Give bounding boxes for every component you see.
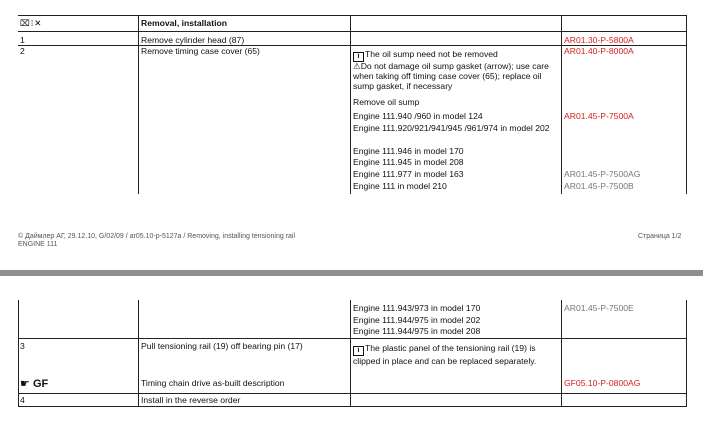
reference-link[interactable]: AR01.45-P-7500AG	[564, 169, 641, 179]
engine-variant: Engine 111 in model 210	[353, 181, 447, 191]
step-text: Install in the reverse order	[141, 395, 241, 405]
reference-link[interactable]: AR01.45-P-7500B	[564, 181, 634, 191]
info-icon: i	[353, 346, 364, 356]
section-title: Removal, installation	[141, 18, 227, 28]
reference-link[interactable]: AR01.30-P-5800A	[564, 35, 634, 45]
warning-icon: ⚠	[353, 61, 361, 71]
step-text: Remove timing case cover (65)	[141, 46, 260, 56]
reference-link[interactable]: GF05.10-P-0800AG	[564, 378, 641, 388]
gf-text: GF	[32, 378, 49, 390]
info-icon: i	[353, 52, 364, 62]
step-text: Pull tensioning rail (19) off bearing pin (17)	[141, 341, 303, 351]
page-separator	[0, 270, 703, 276]
step-number: 4	[20, 395, 25, 405]
step-text: Remove cylinder head (87)	[141, 35, 245, 45]
reference-link[interactable]: AR01.45-P-7500A	[564, 111, 634, 121]
operation-icon: ⌧⁞✕	[20, 18, 43, 28]
footer-page-number: Страница 1/2	[638, 233, 682, 240]
step-text: Timing chain drive as-built description	[141, 378, 285, 388]
engine-variant: Engine 111.946 in model 170	[353, 146, 464, 156]
engine-variant: Engine 111.920/921/941/945 /961/974 in model 202	[353, 123, 550, 133]
note-text: Do not damage oil sump gasket (arrow); use care when taking off timing case cover (65); replace oil sump gasket, if necessary	[353, 61, 549, 91]
info-note	[353, 343, 558, 366]
reference-link[interactable]: AR01.45-P-7500E	[564, 303, 634, 313]
reference-link[interactable]: AR01.40-P-8000A	[564, 46, 634, 56]
engine-variant: Engine 111.944/975 in model 202	[353, 315, 481, 325]
engine-variant: Engine 111.945 in model 208	[353, 157, 464, 167]
gf-label	[20, 378, 48, 390]
step-number: 2	[20, 46, 25, 56]
engine-variant: Engine 111.943/973 in model 170	[353, 303, 481, 313]
engine-variant: Engine 111.977 in model 163	[353, 169, 464, 179]
step-number: 3	[20, 341, 25, 351]
note-text: The plastic panel of the tensioning rail (19) is clipped in place and can be replaced separately.	[353, 343, 537, 366]
pointing-hand-icon: ☛	[20, 378, 30, 390]
warning-note	[353, 61, 553, 91]
note-text: The oil sump need not be removed	[365, 49, 498, 59]
engine-variant: Engine 111.940 /960 in model 124	[353, 111, 483, 121]
engine-variant: Engine 111.944/975 in model 208	[353, 326, 481, 336]
footer-engine: ENGINE 111	[18, 241, 58, 248]
step-number: 1	[20, 35, 25, 45]
note-text: Remove oil sump	[353, 97, 420, 107]
footer-copyright: © Даймлер АГ, 29.12.10, G/02/09 / ar05.10-p-5127a / Removing, installing tensioning rail	[18, 233, 296, 240]
